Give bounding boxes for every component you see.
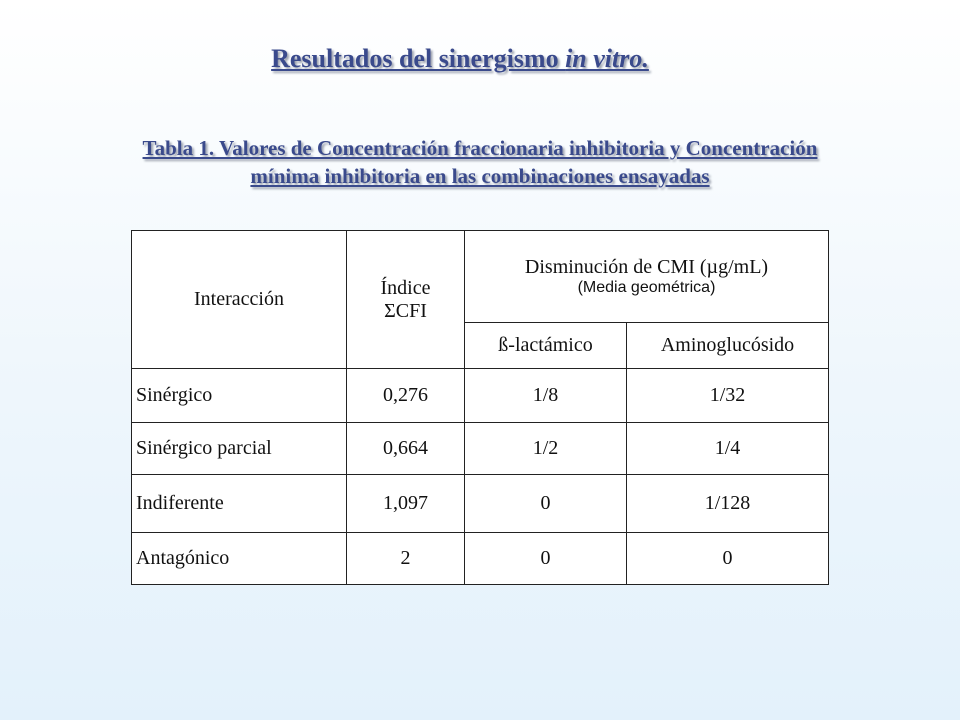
cell-interaction: Sinérgico parcial	[132, 423, 347, 475]
cell-aminoglycoside: 1/4	[627, 423, 829, 475]
cell-interaction: Indiferente	[132, 475, 347, 533]
cell-beta-lactam: 0	[465, 475, 627, 533]
header-aminoglycoside: Aminoglucósido	[627, 323, 829, 369]
page-title-italic: in vitro.	[565, 44, 649, 73]
table-row	[132, 369, 829, 423]
results-table	[131, 230, 829, 585]
header-index	[347, 231, 465, 369]
cell-beta-lactam: 1/2	[465, 423, 627, 475]
cell-index: 1,097	[347, 475, 465, 533]
header-beta-lactam: ß-lactámico	[465, 323, 627, 369]
cell-beta-lactam: 0	[465, 533, 627, 585]
header-decrease	[465, 231, 829, 323]
cell-beta-lactam: 1/8	[465, 369, 627, 423]
cell-interaction: Sinérgico	[132, 369, 347, 423]
page-title	[0, 44, 920, 74]
page-title-main: Resultados del sinergismo	[271, 44, 566, 73]
header-index-line2: ΣCFI	[384, 299, 427, 322]
header-decrease-subtitle: (Media geométrica)	[577, 279, 716, 296]
table-row	[132, 533, 829, 585]
cell-interaction: Antagónico	[132, 533, 347, 585]
cell-aminoglycoside: 1/128	[627, 475, 829, 533]
table-caption-line2: mínima inhibitoria en las combinaciones ensayadas	[250, 164, 710, 188]
cell-index: 0,664	[347, 423, 465, 475]
cell-aminoglycoside: 0	[627, 533, 829, 585]
table-caption	[30, 134, 930, 190]
cell-index: 2	[347, 533, 465, 585]
cell-index: 0,276	[347, 369, 465, 423]
header-decrease-title: Disminución de CMI (µg/mL)	[524, 256, 769, 278]
header-index-line1: Índice	[380, 276, 431, 299]
cell-aminoglycoside: 1/32	[627, 369, 829, 423]
header-interaction: Interacción	[132, 231, 347, 369]
table-caption-line1: Tabla 1. Valores de Concentración fraccionaria inhibitoria y Concentración	[142, 136, 818, 160]
table-row	[132, 475, 829, 533]
table-row	[132, 423, 829, 475]
